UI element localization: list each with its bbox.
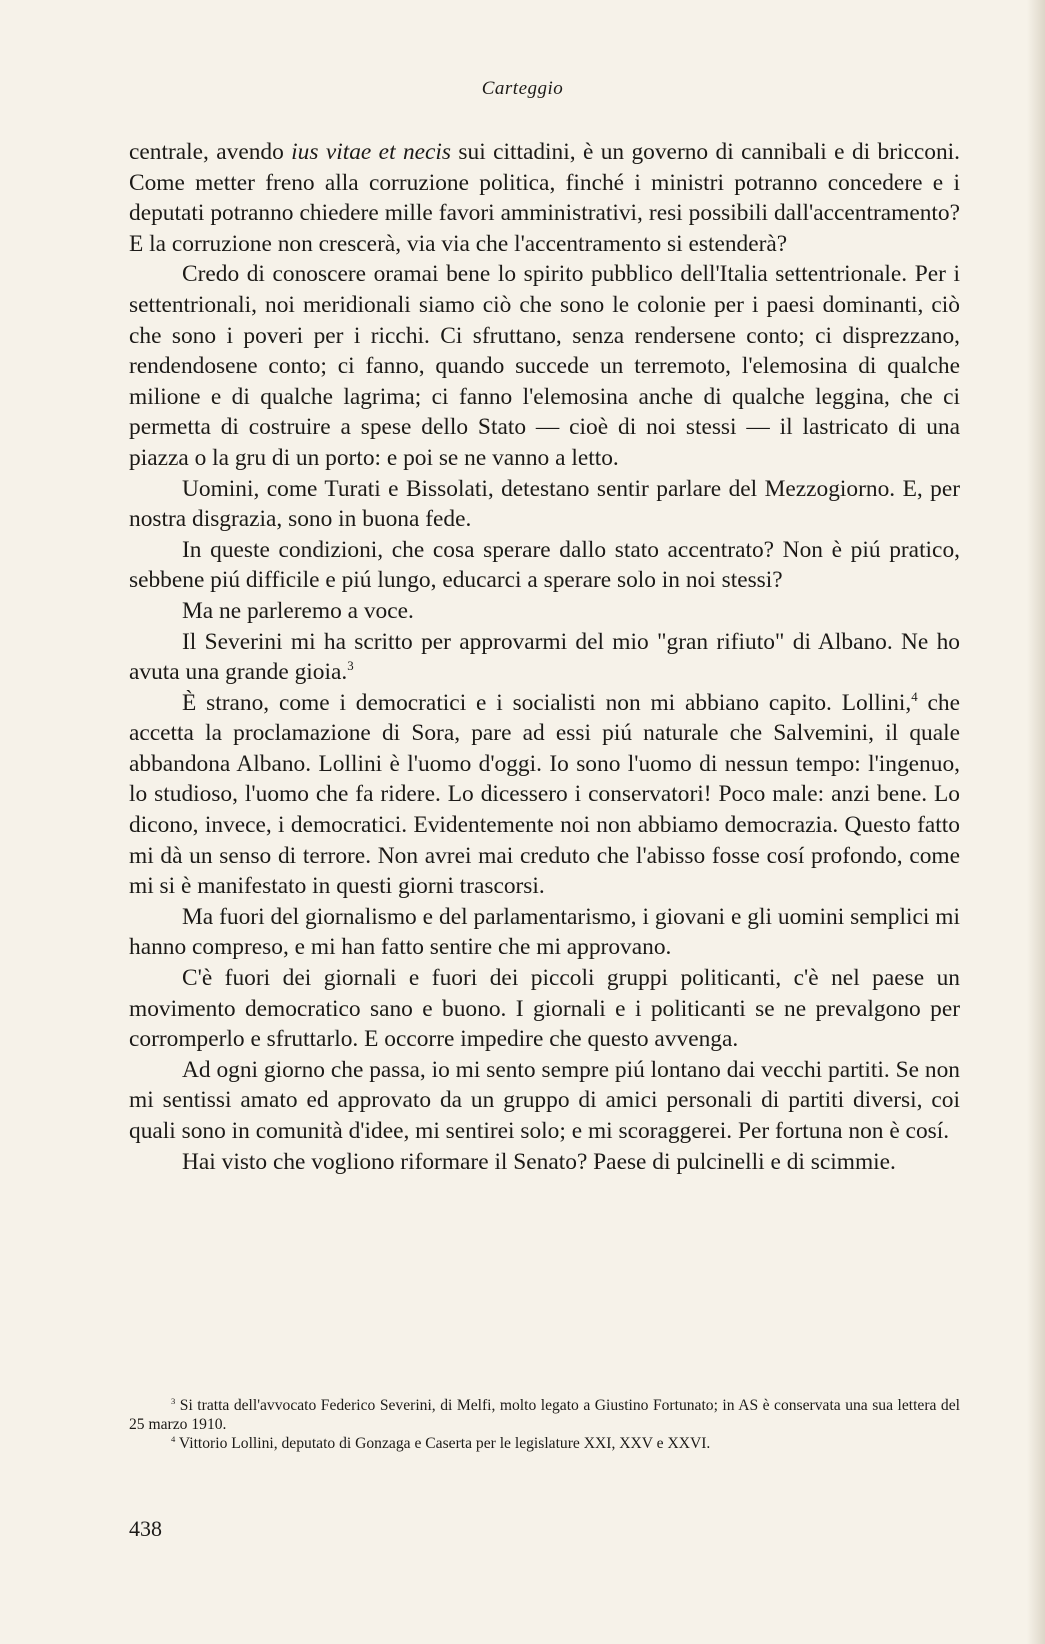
footnote-number: 4 [171, 1433, 176, 1444]
footnote-number: 3 [171, 1395, 176, 1406]
paragraph-2: Credo di conoscere oramai bene lo spirito pubblico dell'Italia settentrionale. Per i settentrionali, noi meridionali siamo ciò che sono le colonie per i paesi dominanti, ciò che sono i poveri per i ricchi. Ci sfruttano, senza rendersene conto; ci disprezzano, rendendosene conto; ci fanno, quando succede un terremoto, l'elemosina di qualche milione e di qualche lagrima; ci fanno l'elemosina anche di qualche leggina, che ci permetta di costruire a spese dello Stato — cioè di noi stessi — il lastricato di una piazza o la gru di un porto: e poi se ne vanno a letto. [129, 261, 960, 471]
letter-body [129, 137, 960, 1177]
footnote-text: Si tratta dell'avvocato Federico Severini, di Melfi, molto legato a Giustino Fortunato; in AS è conservata una sua lettera del 25 marzo 1910. [129, 1397, 960, 1433]
paragraph-4: In queste condizioni, che cosa sperare dallo stato accentrato? Non è piú pratico, sebbene piú difficile e piú lungo, educarci a sperare solo in noi stessi? [129, 536, 960, 594]
paragraph-3: Uomini, come Turati e Bissolati, detestano sentir parlare del Mezzogiorno. E, per nostra disgrazia, sono in buona fede. [129, 475, 960, 533]
paragraph-6-text: Il Severini mi ha scritto per approvarmi del mio "gran rifiuto" di Albano. Ne ho avuta una grande gioia. [129, 628, 960, 686]
paragraph-10: Ad ogni giorno che passa, io mi sento sempre piú lontano dai vecchi partiti. Se non mi sentissi amato ed approvato da un gruppo di amici personali di partiti diversi, coi quali sono in comunità d'idee, mi sentirei solo; e mi scoraggerei. Per fortuna non è cosí. [129, 1056, 960, 1144]
paragraph-1-rest: sui cittadini, è un governo di cannibali e di bricconi. Come metter freno alla corruzione politica, finché i ministri potranno concedere e i deputati potranno chiedere mille favori amministrativi, resi possibili dall'accentramento? E la corruzione non crescerà, via via che l'accentramento si estenderà? [129, 139, 960, 257]
footnote-ref-4: 4 [911, 689, 918, 704]
footnote-3 [129, 1396, 960, 1434]
paragraph-8: Ma fuori del giornalismo e del parlamentarismo, i giovani e gli uomini semplici mi hanno compreso, e mi han fatto sentire che mi approvano. [129, 903, 960, 961]
latin-phrase: ius vitae et necis [291, 139, 452, 165]
paragraph-7 [129, 688, 960, 902]
footnote-ref-3: 3 [347, 659, 354, 674]
paragraph-7-lead: È strano, come i democratici e i socialisti non mi abbiano capito. Lollini, [182, 689, 912, 716]
page-number: 438 [129, 1516, 162, 1541]
paragraph-11: Hai visto che vogliono riformare il Senato? Paese di pulcinelli e di scimmie. [182, 1148, 896, 1175]
footnote-text: Vittorio Lollini, deputato di Gonzaga e Caserta per le legislature XXI, XXV e XXVI. [178, 1435, 711, 1452]
paragraph-1-start: centrale, avendo [129, 139, 292, 165]
footnotes [129, 1396, 960, 1453]
footnote-4 [129, 1434, 960, 1453]
paragraph-1 [129, 137, 960, 259]
paragraph-6 [129, 627, 960, 688]
paragraph-5: Ma ne parleremo a voce. [182, 597, 414, 624]
paragraph-7-rest: che accetta la proclamazione di Sora, pare ad essi piú naturale che Salvemini, il quale abbandona Albano. Lollini è l'uomo d'oggi. Io sono l'uomo di nessun tempo: l'ingenuo, lo studioso, l'uomo che fa ridere. Lo dicessero i conservatori! Poco male: anzi bene. Lo dicono, invece, i democratici. Evidentemente noi non abbiamo democrazia. Questo fatto mi dà un senso di terrore. Non avrei mai creduto che l'abisso fosse cosí profondo, come mi si è manifestato in questi giorni trascorsi. [129, 689, 960, 900]
page-edge-shadow [1027, 0, 1045, 1644]
paragraph-9: C'è fuori dei giornali e fuori dei piccoli gruppi politicanti, c'è nel paese un movimento democratico sano e buono. I giornali e i politicanti se ne prevalgono per corromperlo e sfruttarlo. E occorre impedire che questo avvenga. [129, 965, 960, 1053]
running-title: Carteggio [481, 78, 564, 99]
